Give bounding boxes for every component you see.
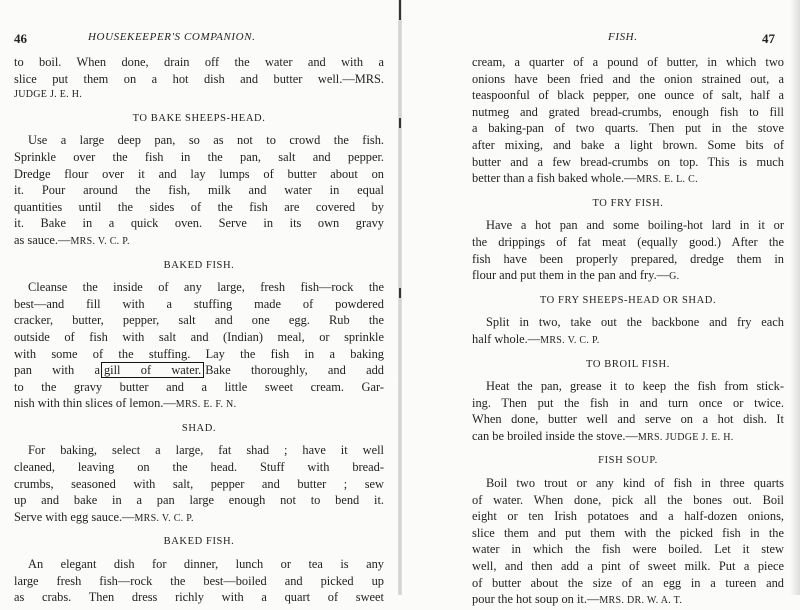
line-text: Bake thoroughly, and add	[205, 363, 384, 378]
text-line: Cleanse the inside of any large, fresh fish—rock the	[28, 280, 384, 295]
attribution: MRS. V. C. P.	[540, 334, 600, 346]
text-line	[14, 362, 384, 379]
text-line: cleaned, leaving on the head. Stuff with bread-	[14, 460, 384, 475]
gutter-mark	[399, 0, 401, 20]
text-line: Split in two, take out the backbone and fry each	[486, 315, 784, 330]
gutter-mark	[399, 118, 401, 128]
attribution: JUDGE J. E. H.	[14, 89, 83, 101]
line-text: Serve with egg sauce.—	[14, 509, 135, 524]
line-text: flour and put them in the pan and fry.—	[472, 268, 670, 283]
text-line: butter and a few bread-crumbs on top. This is much	[472, 154, 784, 169]
text-line: it. Pour around the fish, milk and water in equal	[14, 183, 384, 198]
text-line	[472, 428, 784, 447]
text-line	[472, 591, 784, 610]
recipe-title: BAKED FISH.	[163, 536, 235, 548]
recipe-title: TO BAKE SHEEPS-HEAD.	[132, 112, 266, 124]
text-line: slice put them on a hot dish and butter well.—MRS.	[14, 71, 384, 86]
text-line: the drippings of fat meat (equally good.) After the	[472, 234, 784, 249]
page-number: 46	[14, 31, 27, 46]
attribution: MRS. V. C. P.	[70, 235, 130, 247]
right-page-header	[402, 31, 800, 47]
text-line: teaspoonful of black pepper, one ounce of salt, half a	[472, 88, 784, 103]
recipe-title: TO BROIL FISH.	[586, 358, 670, 370]
attribution: MRS. JUDGE J. E. H.	[637, 431, 734, 443]
attribution: MRS. E. F. N.	[175, 399, 237, 411]
recipe-title: TO FRY FISH.	[592, 197, 664, 209]
text-line: a baking-pan of two quarts. Then put in the stove	[472, 121, 784, 136]
highlighted-phrase: gill of water.	[101, 362, 204, 378]
line-text: can be broiled inside the stove.—	[472, 428, 638, 443]
text-line	[14, 395, 384, 414]
attribution: G.	[669, 271, 680, 283]
text-line: eight or ten Irish potatoes and a half-dozen onions,	[472, 509, 784, 524]
text-line: of water. When done, pick all the bones out. Boil	[472, 492, 784, 507]
line-text: pan with a	[14, 363, 100, 378]
right-page-body	[472, 54, 784, 610]
text-line: best—and fill with a stuffing made of powdered	[14, 296, 384, 311]
text-line: water in which the fish were boiled. Let it stew	[472, 542, 784, 557]
text-line: ing. Then put the fish in and turn once or twice.	[472, 395, 784, 410]
text-line	[14, 232, 384, 251]
attribution: MRS. E. L. C.	[636, 174, 698, 186]
text-line: after mixing, and bake a light brown. Some bits of	[472, 137, 784, 152]
running-title: HOUSEKEEPER'S COMPANION.	[88, 31, 256, 43]
attribution: MRS. DR. W. A. T.	[599, 595, 683, 607]
text-line: outside of fish with salt and (Indian) meal, or sprinkle	[14, 329, 384, 344]
text-line: to boil. When done, drain off the water and with a	[14, 55, 384, 69]
text-line: cream, a quarter of a pound of butter, in which two	[472, 55, 784, 69]
text-line: up and bake in a pan large enough not to bend it.	[14, 493, 384, 508]
recipe-title: TO FRY SHEEPS-HEAD OR SHAD.	[539, 294, 717, 306]
text-line: Have a hot pan and some boiling-hot lard in it or	[486, 218, 784, 233]
text-line: Dredge flour over it and lay lumps of butter about on	[14, 166, 384, 181]
text-line: An elegant dish for dinner, lunch or tea is any	[28, 557, 384, 572]
text-line: fish have been properly prepared, dredge them in	[472, 251, 784, 266]
text-line	[472, 331, 784, 350]
text-line	[14, 509, 384, 528]
text-line: Use a large deep pan, so as not to crowd the fish.	[28, 133, 384, 148]
text-line: nutmeg and grated bread-crumbs, enough fish to fill	[472, 104, 784, 119]
text-line: quantities until the sides of the fish are covered by	[14, 199, 384, 214]
text-line	[472, 170, 784, 189]
running-title: FISH.	[608, 31, 638, 43]
left-page-header	[0, 31, 398, 47]
recipe-title: BAKED FISH.	[163, 259, 235, 271]
left-page	[0, 0, 398, 605]
text-line: as crabs. Then dress richly with a quart of sweet	[14, 590, 384, 605]
text-line: Boil two trout or any kind of fish in three quarts	[486, 476, 784, 491]
page-edge-shadow	[790, 0, 800, 595]
text-line: onions have been fried and the onion strained out, a	[472, 71, 784, 86]
line-text: better than a fish baked whole.—	[472, 171, 637, 186]
text-line: cracker, butter, pepper, salt and one egg. Rub the	[14, 313, 384, 328]
page-number: 47	[762, 31, 775, 46]
text-line: Sprinkle over the fish in the pan, salt and pepper.	[14, 149, 384, 164]
line-text: pour the hot soup on it.—	[472, 592, 600, 607]
text-line: of butter about the size of an egg in a tureen and	[472, 575, 784, 590]
text-line: to the gravy butter and a little sweet cream. Gar-	[14, 379, 384, 394]
right-page	[402, 0, 800, 607]
text-line: crumbs, seasoned with salt, pepper and butter ; sew	[14, 476, 384, 491]
recipe-title: SHAD.	[181, 422, 217, 434]
text-line	[472, 267, 784, 286]
text-line: large fresh fish—rock the best—boiled and picked up	[14, 573, 384, 588]
gutter-mark	[399, 288, 401, 298]
text-line: with some of the stuffing. Lay the fish in a baking	[14, 346, 384, 361]
left-page-body	[14, 54, 384, 606]
text-line: Heat the pan, grease it to keep the fish from stick-	[486, 379, 784, 394]
attribution: MRS. V. C. P.	[134, 512, 194, 524]
recipe-title: FISH SOUP.	[598, 455, 658, 467]
text-line: When done, butter well and serve on a hot dish. It	[472, 412, 784, 427]
line-text: as sauce.—	[14, 232, 71, 247]
line-text: nish with thin slices of lemon.—	[14, 396, 176, 411]
line-text: half whole.—	[472, 331, 541, 346]
text-line: For baking, select a large, fat shad ; have it well	[28, 443, 384, 458]
text-line: well, and then add a pint of sweet milk. Put a piece	[472, 559, 784, 574]
text-line: slice them and put them with the picked fish in the	[472, 525, 784, 540]
text-line: it. Bake in a quick oven. Serve in its own gravy	[14, 216, 384, 231]
